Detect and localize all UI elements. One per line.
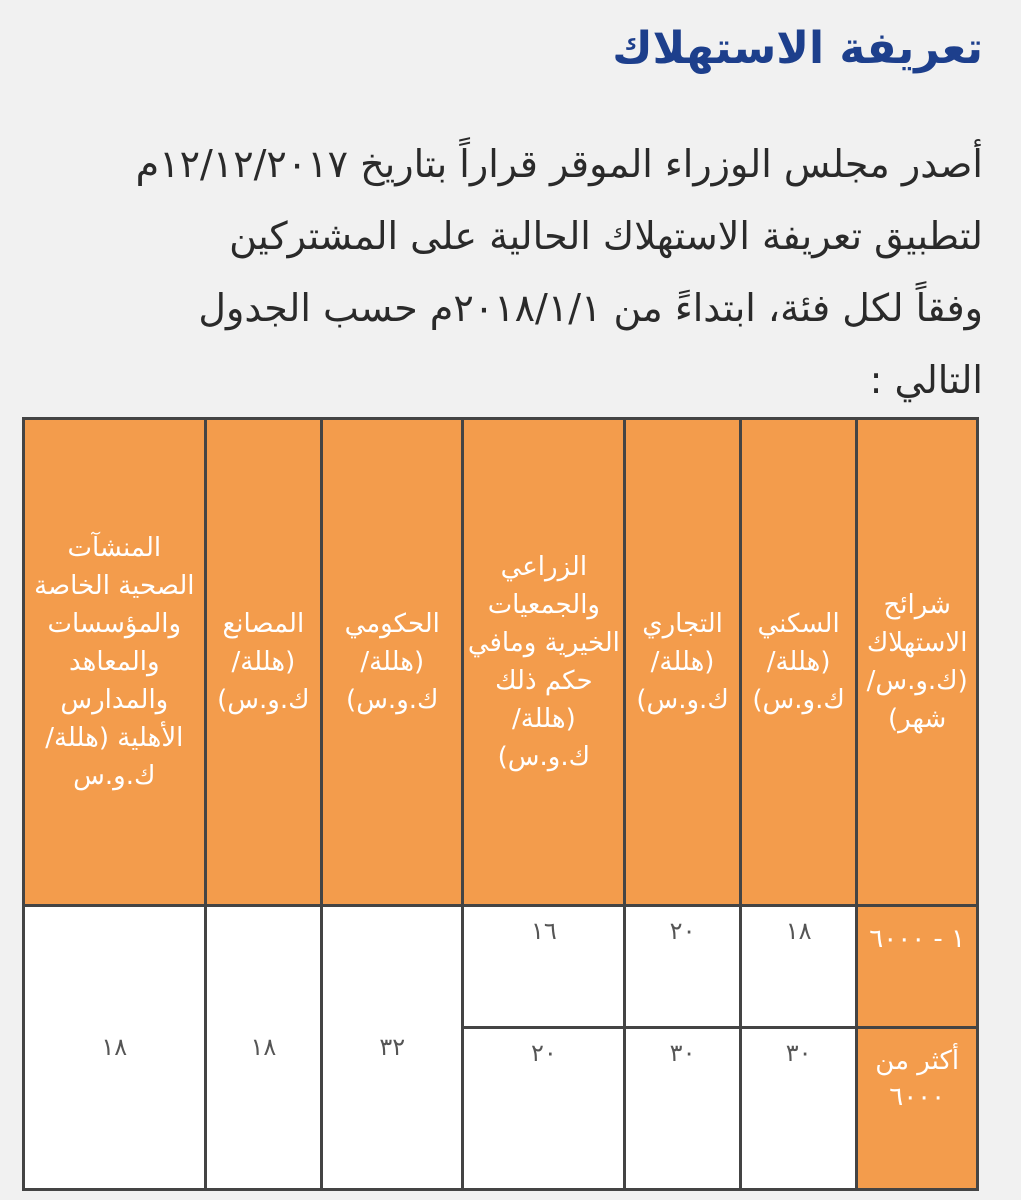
header-commercial: التجاري (هللة/ ك.و.س) (625, 419, 741, 906)
residential-value: ١٨ (740, 906, 857, 1028)
intro-line: لتطبيق تعريفة الاستهلاك الحالية على المشتركين (229, 214, 983, 258)
header-private-institutions: المنشآت الصحية الخاصة والمؤسسات والمعاهد والمدارس الأهلية (هللة/ ك.و.س (24, 419, 206, 906)
governmental-value: ٣٢ (322, 906, 463, 1190)
intro-line: التالي : (869, 358, 983, 402)
commercial-value: ٣٠ (625, 1028, 741, 1190)
header-governmental: الحكومي (هللة/ ك.و.س) (322, 419, 463, 906)
bracket-cell: أكثر من ٦٠٠٠ (857, 1028, 978, 1190)
intro-line: أصدر مجلس الوزراء الموقر قراراً بتاريخ ١٢/١٢/٢٠١٧م (135, 142, 983, 186)
agricultural-value: ٢٠ (463, 1028, 625, 1190)
table-header-row (24, 419, 978, 906)
private-institutions-value: ١٨ (24, 906, 206, 1190)
table-row (24, 906, 978, 1028)
agricultural-value: ١٦ (463, 906, 625, 1028)
intro-line: وفقاً لكل فئة، ابتداءً من ٢٠١٨/١/١م حسب الجدول (198, 286, 983, 330)
residential-value: ٣٠ (740, 1028, 857, 1190)
intro-paragraph (28, 128, 983, 416)
header-consumption-bracket: شرائح الاستهلاك (ك.و.س/ شهر) (857, 419, 978, 906)
industrial-value: ١٨ (205, 906, 322, 1190)
commercial-value: ٢٠ (625, 906, 741, 1028)
header-residential: السكني (هللة/ ك.و.س) (740, 419, 857, 906)
page-title: تعريفة الاستهلاك (612, 23, 983, 74)
tariff-table (22, 417, 979, 1191)
bracket-cell: ١ - ٦٠٠٠ (857, 906, 978, 1028)
header-industrial: المصانع (هللة/ ك.و.س) (205, 419, 322, 906)
header-agricultural: الزراعي والجمعيات الخيرية ومافي حكم ذلك (هللة/ ك.و.س) (463, 419, 625, 906)
